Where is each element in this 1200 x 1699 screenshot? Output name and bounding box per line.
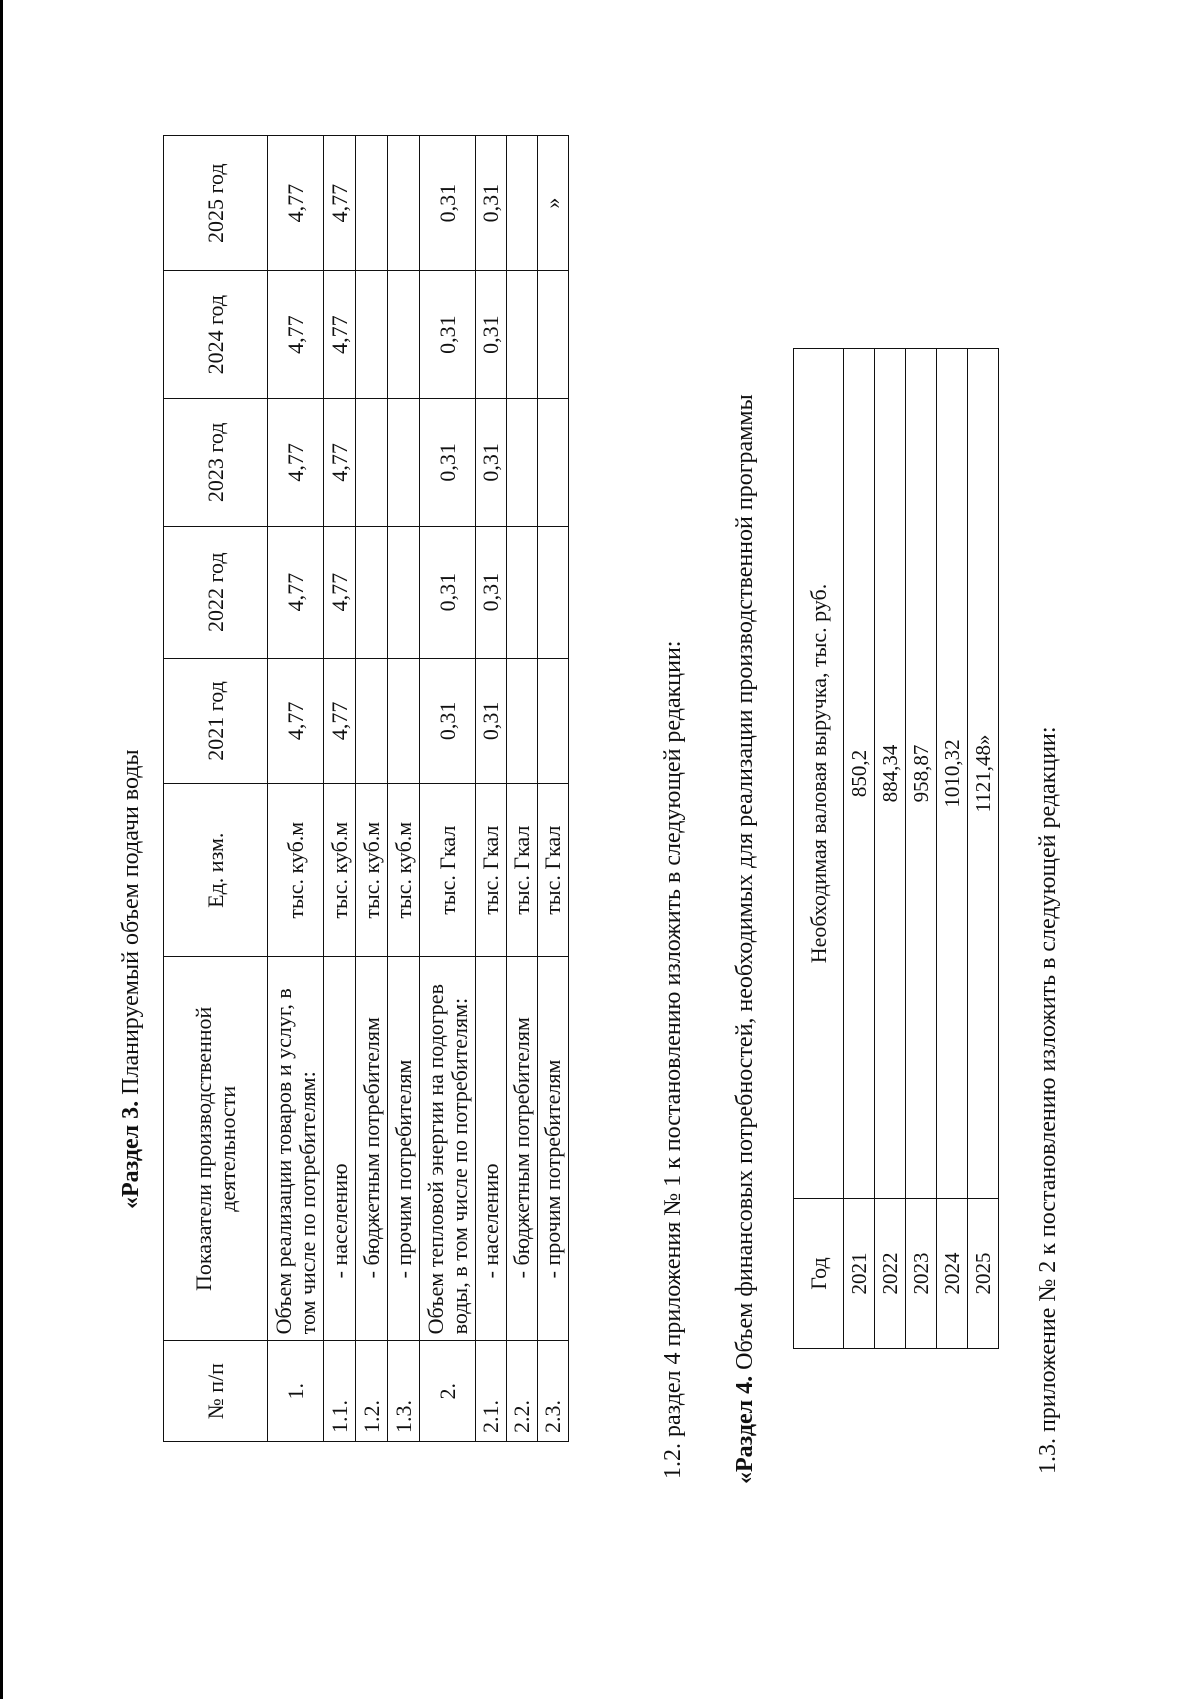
table-row bbox=[420, 136, 476, 1442]
section3-title-text: Планируемый объем подачи воды bbox=[118, 749, 144, 1101]
table-row bbox=[356, 136, 388, 1442]
section3-title bbox=[118, 749, 145, 1209]
row-number: 2.1. bbox=[476, 1341, 507, 1442]
header-cell: 2023 год bbox=[164, 398, 268, 526]
row-number: 1.2. bbox=[356, 1341, 388, 1442]
financial-needs-table bbox=[793, 348, 999, 1349]
value-cell bbox=[388, 398, 420, 526]
value-cell: 4,77 bbox=[324, 136, 356, 271]
value-cell: 4,77 bbox=[268, 658, 324, 784]
section4-title-bold: «Раздел 4. bbox=[732, 1375, 758, 1484]
table-row bbox=[937, 349, 968, 1349]
table-header-row bbox=[164, 136, 268, 1442]
value-cell bbox=[388, 526, 420, 658]
value-cell bbox=[388, 658, 420, 784]
value-cell: 4,77 bbox=[268, 398, 324, 526]
row-number: 2.2. bbox=[507, 1341, 538, 1442]
value-cell bbox=[507, 136, 538, 271]
value-cell bbox=[356, 526, 388, 658]
paragraph-1-2: 1.2. раздел 4 приложения № 1 к постановлению изложить в следующей редакции: bbox=[660, 640, 686, 1479]
value-cell: 0,31 bbox=[420, 271, 476, 399]
header-cell: Показатели производственной деятельности bbox=[164, 957, 268, 1341]
row-name: - населению bbox=[324, 957, 356, 1341]
row-unit: тыс. куб.м bbox=[268, 784, 324, 957]
value-cell: 0,31 bbox=[476, 398, 507, 526]
value-cell: 4,77 bbox=[324, 398, 356, 526]
water-supply-table bbox=[163, 135, 569, 1442]
table-row bbox=[268, 136, 324, 1442]
table-row bbox=[388, 136, 420, 1442]
value-cell: 0,31 bbox=[476, 136, 507, 271]
row-unit: тыс. куб.м bbox=[356, 784, 388, 957]
value-cell: 0,31 bbox=[476, 271, 507, 399]
header-cell: Год bbox=[794, 1199, 844, 1349]
row-unit: тыс. Гкал bbox=[420, 784, 476, 957]
row-number: 1. bbox=[268, 1341, 324, 1442]
revenue-cell: 958,87 bbox=[906, 349, 937, 1199]
value-cell bbox=[538, 658, 569, 784]
value-cell bbox=[356, 271, 388, 399]
value-cell bbox=[507, 398, 538, 526]
value-cell: 4,77 bbox=[324, 526, 356, 658]
value-cell bbox=[356, 398, 388, 526]
value-cell: 0,31 bbox=[476, 658, 507, 784]
section4-title-text: Объем финансовых потребностей, необходимых для реализации производственной программы bbox=[732, 394, 758, 1376]
year-cell: 2021 bbox=[844, 1199, 875, 1349]
revenue-cell: 850,2 bbox=[844, 349, 875, 1199]
row-name: Объем реализации товаров и услуг, в том числе по потребителям: bbox=[268, 957, 324, 1341]
value-cell: 4,77 bbox=[268, 136, 324, 271]
value-cell: » bbox=[538, 136, 569, 271]
row-name: - прочим потребителям bbox=[538, 957, 569, 1341]
year-cell: 2022 bbox=[875, 1199, 906, 1349]
row-unit: тыс. Гкал bbox=[538, 784, 569, 957]
header-cell: 2021 год bbox=[164, 658, 268, 784]
value-cell: 4,77 bbox=[268, 526, 324, 658]
value-cell bbox=[356, 658, 388, 784]
section3-title-bold: «Раздел 3. bbox=[118, 1100, 144, 1209]
table-row bbox=[906, 349, 937, 1349]
value-cell: 0,31 bbox=[420, 526, 476, 658]
header-cell: 2025 год bbox=[164, 136, 268, 271]
value-cell: 4,77 bbox=[268, 271, 324, 399]
revenue-cell: 1121,48» bbox=[968, 349, 999, 1199]
header-cell: 2022 год bbox=[164, 526, 268, 658]
row-name: - бюджетным потребителям bbox=[356, 957, 388, 1341]
table-row bbox=[324, 136, 356, 1442]
value-cell: 4,77 bbox=[324, 658, 356, 784]
table-header-row bbox=[794, 349, 844, 1349]
row-number: 2.3. bbox=[538, 1341, 569, 1442]
table-row bbox=[844, 349, 875, 1349]
row-unit: тыс. куб.м bbox=[388, 784, 420, 957]
table-row bbox=[875, 349, 906, 1349]
row-number: 1.1. bbox=[324, 1341, 356, 1442]
value-cell: 0,31 bbox=[420, 136, 476, 271]
value-cell bbox=[538, 271, 569, 399]
year-cell: 2024 bbox=[937, 1199, 968, 1349]
table-row bbox=[538, 136, 569, 1442]
value-cell: 0,31 bbox=[420, 658, 476, 784]
row-unit: тыс. Гкал bbox=[476, 784, 507, 957]
value-cell bbox=[507, 271, 538, 399]
value-cell bbox=[388, 136, 420, 271]
table-row bbox=[476, 136, 507, 1442]
value-cell bbox=[388, 271, 420, 399]
table-row bbox=[968, 349, 999, 1349]
value-cell bbox=[538, 398, 569, 526]
table-row bbox=[507, 136, 538, 1442]
row-name: - бюджетным потребителям bbox=[507, 957, 538, 1341]
value-cell: 0,31 bbox=[476, 526, 507, 658]
header-cell: Ед. изм. bbox=[164, 784, 268, 957]
value-cell bbox=[538, 526, 569, 658]
row-name: - населению bbox=[476, 957, 507, 1341]
row-name: - прочим потребителям bbox=[388, 957, 420, 1341]
row-unit: тыс. Гкал bbox=[507, 784, 538, 957]
row-name: Объем тепловой энергии на подогрев воды, в том числе по потребителям: bbox=[420, 957, 476, 1341]
header-cell: 2024 год bbox=[164, 271, 268, 399]
year-cell: 2023 bbox=[906, 1199, 937, 1349]
value-cell bbox=[507, 526, 538, 658]
header-cell: № п/п bbox=[164, 1341, 268, 1442]
value-cell: 0,31 bbox=[420, 398, 476, 526]
row-unit: тыс. куб.м bbox=[324, 784, 356, 957]
value-cell bbox=[507, 658, 538, 784]
header-cell: Необходимая валовая выручка, тыс. руб. bbox=[794, 349, 844, 1199]
revenue-cell: 1010,32 bbox=[937, 349, 968, 1199]
row-number: 1.3. bbox=[388, 1341, 420, 1442]
value-cell bbox=[356, 136, 388, 271]
revenue-cell: 884,34 bbox=[875, 349, 906, 1199]
row-number: 2. bbox=[420, 1341, 476, 1442]
year-cell: 2025 bbox=[968, 1199, 999, 1349]
paragraph-1-3: 1.3. приложение № 2 к постановлению изложить в следующей редакции: bbox=[1035, 726, 1061, 1474]
value-cell: 4,77 bbox=[324, 271, 356, 399]
section4-title bbox=[732, 394, 759, 1484]
